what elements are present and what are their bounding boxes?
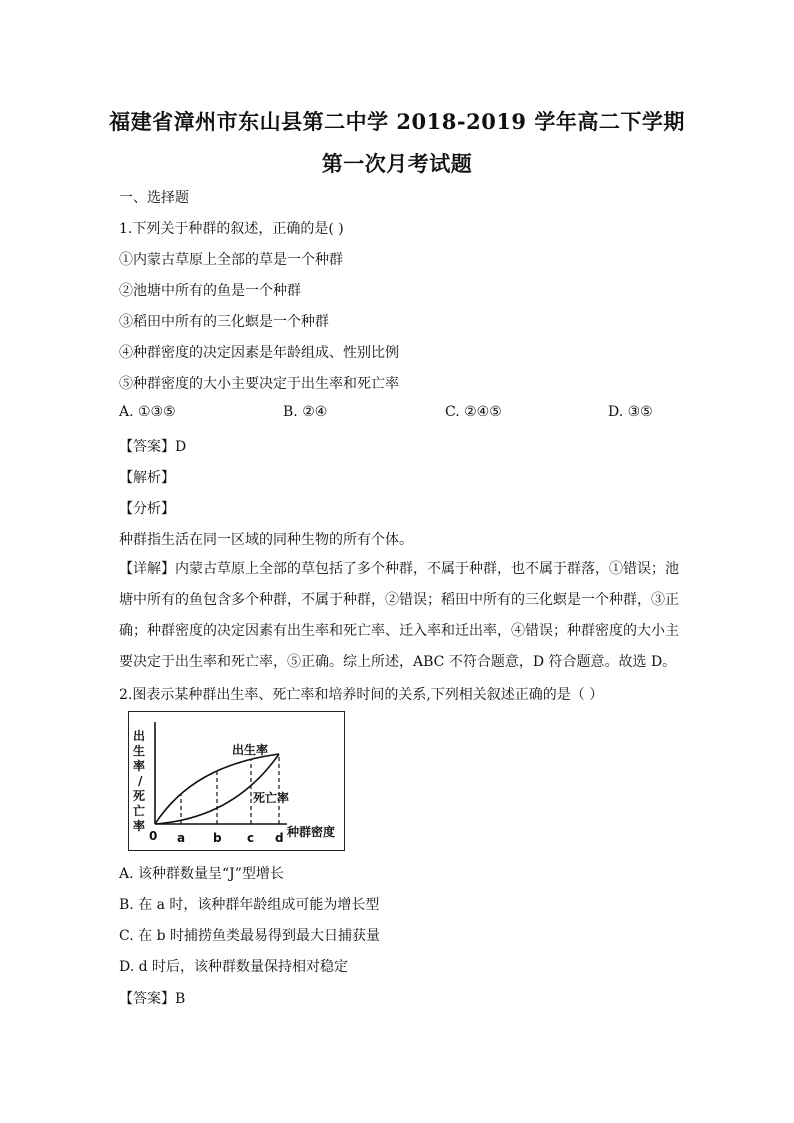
- question-1-fenxi-text: 种群指生活在同一区域的同种生物的所有个体。: [119, 532, 413, 548]
- question-1-analysis-heading: 【解析】: [119, 470, 175, 486]
- question-2-answer: 【答案】B: [119, 991, 186, 1007]
- question-1-option-c: C. ②④⑤: [445, 404, 502, 420]
- y-axis-label-char: 亡: [133, 804, 146, 818]
- question-2-option-d: D. d 时后，该种群数量保持相对稳定: [119, 959, 349, 975]
- y-axis-label-char: /: [138, 774, 143, 788]
- question-1-option-d: D. ③⑤: [608, 404, 653, 420]
- y-axis-label-char: 率: [133, 759, 146, 773]
- question-1-fenxi-heading: 【分析】: [119, 501, 175, 517]
- y-axis-label-char: 死: [133, 789, 146, 803]
- section-heading: 一、选择题: [119, 190, 189, 206]
- death-rate-label: 死亡率: [253, 791, 290, 805]
- y-axis-label-char: 率: [133, 819, 146, 833]
- x-tick-b: b: [213, 831, 222, 845]
- question-1-item: ⑤种群密度的大小主要决定于出生率和死亡率: [119, 376, 399, 392]
- question-1-option-a: A. ①③⑤: [119, 404, 176, 420]
- x-axis-label: 种群密度: [287, 825, 336, 839]
- question-2-option-a: A. 该种群数量呈“J”型增长: [119, 866, 284, 882]
- origin-label: 0: [149, 829, 158, 843]
- question-1-answer: 【答案】D: [119, 439, 187, 455]
- x-tick-c: c: [247, 831, 255, 845]
- question-2-figure: [128, 711, 345, 851]
- question-1-item: ①内蒙古草原上全部的草是一个种群: [119, 252, 343, 268]
- x-tick-d: d: [275, 831, 284, 845]
- birth-death-rate-graph: [129, 712, 346, 852]
- question-2-option-c: C. 在 b 时捕捞鱼类最易得到最大日捕获量: [119, 928, 380, 944]
- y-axis-label-char: 生: [133, 744, 146, 758]
- y-axis-label-char: 出: [133, 729, 146, 743]
- x-tick-a: a: [177, 831, 186, 845]
- birth-rate-label: 出生率: [232, 743, 269, 757]
- question-2-stem: 2.图表示某种群出生率、死亡率和培养时间的关系,下列相关叙述正确的是（ ）: [119, 687, 604, 703]
- page-title-line-2: 第一次月考试题: [321, 151, 473, 176]
- question-1-option-b: B. ②④: [283, 404, 328, 420]
- page-title-line-1: 福建省漳州市东山县第二中学 2018-2019 学年高二下学期: [109, 109, 685, 134]
- question-1-detail: 【详解】内蒙古草原上全部的草包括了多个种群，不属于种群，也不属于群落，①错误；池塘中所有的鱼包含多个种群，不属于种群，②错误；稻田中所有的三化螟是一个种群，③正确；种群密度的决定因素有出生率和死亡率、迁入率和迁出率，④错误；种群密度的大小主要决定于出生率和死亡率，⑤正确。综上所述，ABC 不符合题意，D 符合题意。故选 D。: [119, 561, 679, 670]
- question-1-item: ③稻田中所有的三化螟是一个种群: [119, 314, 329, 330]
- question-1-item: ②池塘中所有的鱼是一个种群: [119, 283, 301, 299]
- question-1-item: ④种群密度的决定因素是年龄组成、性别比例: [119, 345, 399, 361]
- question-1-stem: 1.下列关于种群的叙述，正确的是( ): [119, 221, 344, 237]
- question-2-option-b: B. 在 a 时，该种群年龄组成可能为增长型: [119, 897, 380, 913]
